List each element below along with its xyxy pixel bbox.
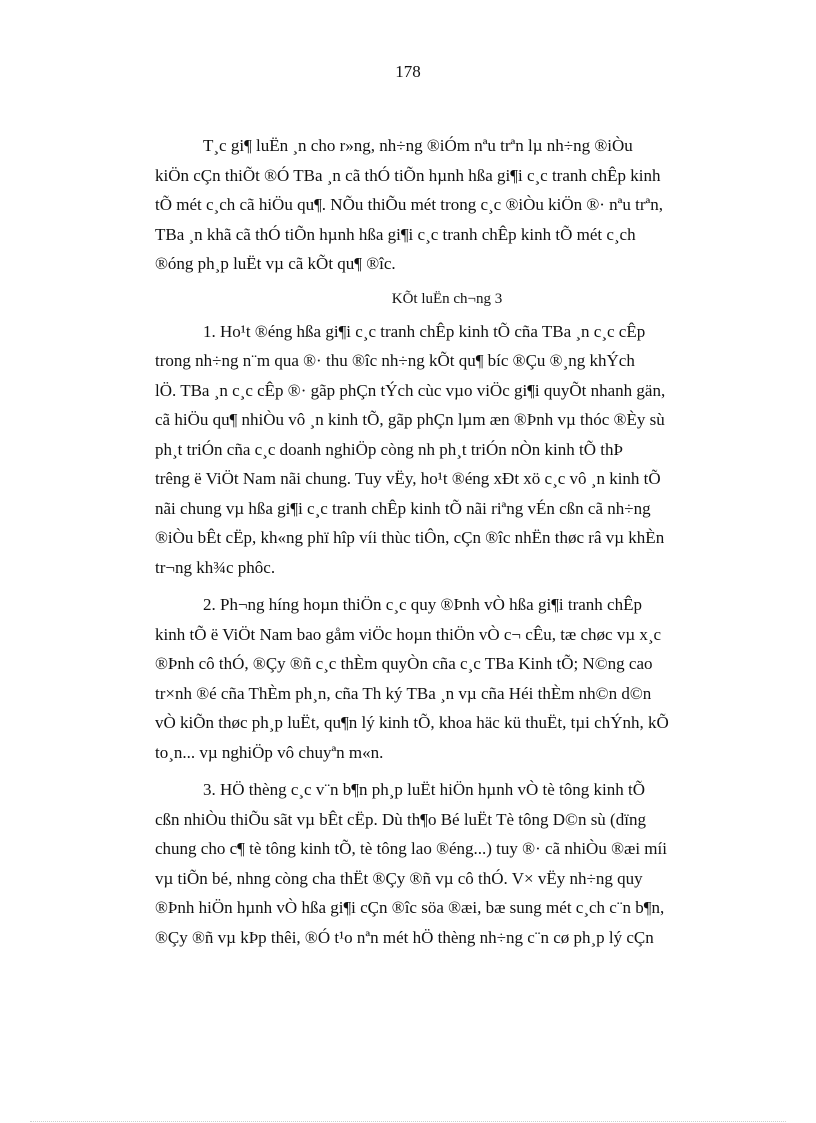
text-line: ph¸t triÓn cña c¸c doanh nghiÖp còng nh ph¸t triÓn nÒn kinh tÕ thÞ xyxy=(155,439,623,459)
text-line: TBa ¸n khã cã thÓ tiÕn hµnh hßa gi¶i c¸c tranh chÊp kinh tÕ mét c¸ch xyxy=(155,224,636,244)
text-line: 2. Ph¬ng híng hoµn thiÖn c¸c quy ®Þnh vÒ hßa gi¶i tranh chÊp xyxy=(203,595,642,614)
text-line: trêng ë ViÖt Nam nãi chung. Tuy vËy, ho¹t ®éng xÐt xö c¸c vô ¸n kinh tÕ xyxy=(155,469,661,488)
text-line: T¸c gi¶ luËn ¸n cho r»ng, nh÷ng ®iÓm nªu trªn lµ nh÷ng ®iÒu xyxy=(203,136,633,155)
text-line: 1. Ho¹t ®éng hßa gi¶i c¸c tranh chÊp kinh tÕ cña TBa ¸n c¸c cÊp xyxy=(203,321,646,341)
text-line: trong nh÷ng n¨m qua ®· thu ®îc nh÷ng kÕt qu¶ bíc ®Çu ®¸ng khÝch xyxy=(155,351,635,370)
text-line: cßn nhiÒu thiÕu sãt vµ bÊt cËp. Dù th¶o Bé luËt Tè tông D©n sù (dïng xyxy=(155,809,646,829)
section-heading: KÕt luËn ch¬ng 3 xyxy=(391,290,503,307)
text-line: chung cho c¶ tè tông kinh tÕ, tè tông lao ®éng...) tuy ®· cã nhiÒu ®æi míi xyxy=(155,839,667,858)
intro-paragraph xyxy=(155,131,739,279)
text-line: ®óng ph¸p luËt vµ cã kÕt qu¶ ®îc. xyxy=(155,254,396,273)
conclusion-point-1 xyxy=(155,317,739,583)
text-line: ®Çy ®ñ vµ kÞp thêi, ®Ó t¹o nªn mét hÖ thèng nh÷ng c¨n cø ph¸p lý cÇn xyxy=(155,927,654,947)
text-line: nãi chung vµ hßa gi¶i c¸c tranh chÊp kinh tÕ nãi riªng vÉn cßn cã nh÷ng xyxy=(155,498,651,518)
text-line: ®Þnh hiÖn hµnh vÒ hßa gi¶i cÇn ®îc söa ®æi, bæ sung mét c¸ch c¨n b¶n, xyxy=(155,898,665,917)
text-line: vµ tiÕn bé, nhng còng cha thËt ®Çy ®ñ vµ cô thÓ. V× vËy nh÷ng quy xyxy=(155,868,643,888)
conclusion-point-3 xyxy=(155,775,739,952)
text-line: kiÖn cÇn thiÕt ®Ó TBa ¸n cã thÓ tiÕn hµnh hßa gi¶i c¸c tranh chÊp kinh xyxy=(155,165,661,185)
text-line: tr×nh ®é cña ThÈm ph¸n, cña Th ký TBa ¸n vµ cña Héi thÈm nh©n d©n xyxy=(155,683,652,703)
text-line: lÖ. TBa ¸n c¸c cÊp ®· gãp phÇn tÝch cùc vµo viÖc gi¶i quyÕt nhanh gän, xyxy=(155,380,666,400)
page-number: 178 xyxy=(395,62,421,81)
text-line: to¸n... vµ nghiÖp vô chuyªn m«n. xyxy=(155,742,384,762)
text-line: kinh tÕ ë ViÖt Nam bao gåm viÖc hoµn thiÖn vÒ c¬ cÊu, tæ chøc vµ x¸c xyxy=(155,624,662,644)
text-line: tÕ mét c¸ch cã hiÖu qu¶. NÕu thiÕu mét trong c¸c ®iÒu kiÖn ®· nªu trªn, xyxy=(155,195,663,214)
text-line: ®iÒu bÊt cËp, kh«ng phï hîp víi thùc tiÔn, cÇn ®îc nhËn thøc râ vµ khÈn xyxy=(155,528,665,547)
text-line: tr¬ng kh¾c phôc. xyxy=(155,557,276,577)
text-line: vÒ kiÕn thøc ph¸p luËt, qu¶n lý kinh tÕ, khoa häc kü thuËt, tµi chÝnh, kÕ xyxy=(155,713,669,732)
text-line: ®Þnh cô thÓ, ®Çy ®ñ c¸c thÈm quyÒn cña c¸c TBa Kinh tÕ; N©ng cao xyxy=(155,654,653,673)
page-bottom-rule xyxy=(30,1121,786,1122)
body-text xyxy=(155,131,739,952)
conclusion-point-2 xyxy=(155,590,739,767)
text-line: 3. HÖ thèng c¸c v¨n b¶n ph¸p luËt hiÖn hµnh vÒ tè tông kinh tÕ xyxy=(203,780,645,799)
text-line: cã hiÖu qu¶ nhiÒu vô ¸n kinh tÕ, gãp phÇn lµm æn ®Þnh vµ thóc ®Èy sù xyxy=(155,410,665,429)
